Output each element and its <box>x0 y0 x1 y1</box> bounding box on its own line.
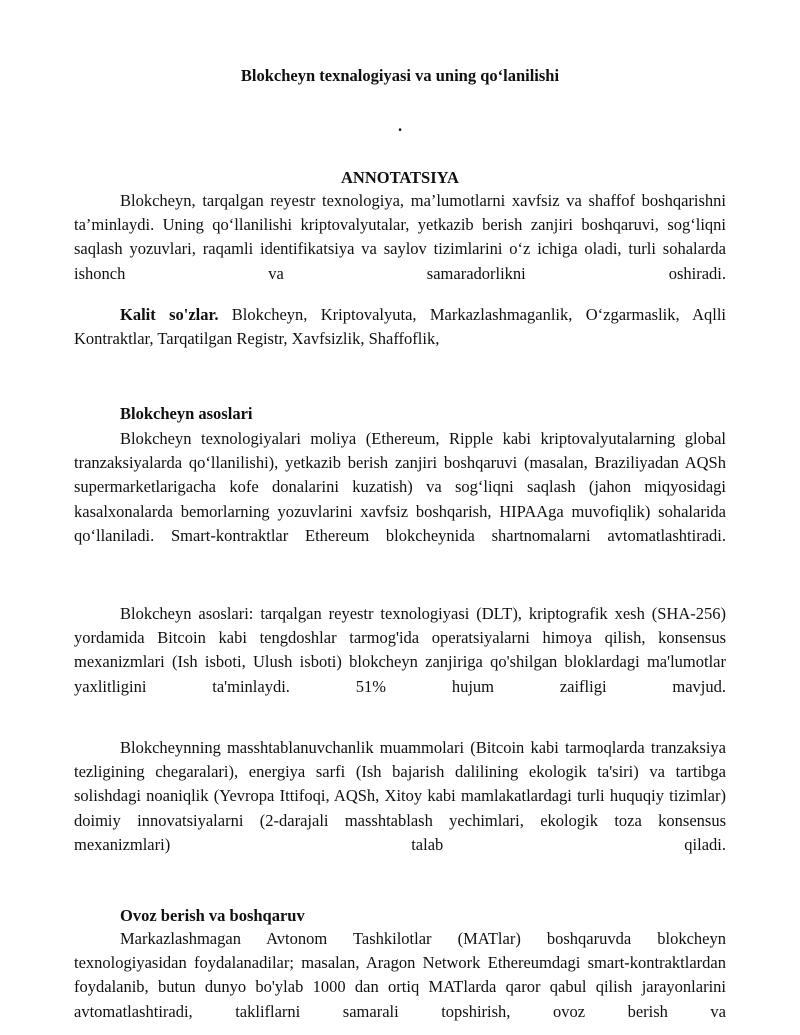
annotation-paragraph: Blokcheyn, tarqalgan reyestr texnologiya, ma’lumotlarni xavfsiz va shaffof boshqarishni ta’minlaydi. Uning qo‘llanilishi kriptovalyutalar, yetkazib berish zanjiri boshqaruvi, sog‘liqni saqlash yozuvlari, raqamli identifikatsiya va saylov tizimlarini o‘z ichiga oladi, turli sohalarda ishonch va samaradorlikni oshiradi. <box>74 191 726 283</box>
section-heading-voting-governance: Ovoz berish va boshqaruv <box>120 906 305 925</box>
keywords-paragraph <box>74 303 726 351</box>
title-dot: . <box>397 116 403 135</box>
keywords-text: Blokcheyn, Kriptovalyuta, Markazlashmaganlik, O‘zgarmaslik, Aqlli Kontraktlar, Tarqatilgan Registr, Xavfsizlik, Shaffoflik, <box>74 305 726 349</box>
section1-paragraph-1: Blokcheyn texnologiyalari moliya (Ethereum, Ripple kabi kriptovalyutalarning global tranzaksiyalarda qo‘llanilishi), yetkazib berish zanjiri boshqaruvi (masalan, Braziliyadan AQSh supermarketlarigacha kofe donalarini kuzatish) va sog‘liqni saqlash (jahon miqyosidagi kasalxonalarda bemorlarning yozuvlarini xavfsiz boshqarish, HIPAAga muvofiqlik) sohalarida qo‘llaniladi. Smart-kontraktlar Ethereum blokcheynida shartnomalarni avtomatlashtiradi. <box>74 429 726 545</box>
keywords-label: Kalit so'zlar. <box>120 305 219 324</box>
annotation-heading: ANNOTATSIYA <box>341 168 459 187</box>
section1-paragraph-3: Blokcheynning masshtablanuvchanlik muammolari (Bitcoin kabi tarmoqlarda tranzaksiya tezligining chegaralari), energiya sarfi (Ish bajarish dalilining ekologik ta'siri) va tartibga solishdagi noaniqlik (Yevropa Ittifoqi, AQSh, Xitoy kabi mamlakatlardagi turli huquqiy tizimlar) doimiy innovatsiyalarni (2-darajali masshtablash yechimlari, ekologik toza konsensus mexanizmlari) talab qiladi. <box>74 738 726 854</box>
document-title: Blokcheyn texnalogiyasi va uning qo‘lanilishi <box>240 66 560 85</box>
section1-paragraph-2: Blokcheyn asoslari: tarqalgan reyestr texnologiyasi (DLT), kriptografik xesh (SHA-256) yordamida Bitcoin kabi tengdoshlar tarmog'ida operatsiyalarni himoya qilish, konsensus mexanizmlari (Ish isboti, Ulush isboti) blokcheyn zanjiriga qo'shilgan bloklardagi ma'lumotlar yaxlitligini ta'minlaydi. 51% hujum zaifligi mavjud. <box>74 604 726 696</box>
section-heading-blockchain-basics: Blokcheyn asoslari <box>120 404 253 423</box>
section2-paragraph-1: Markazlashmagan Avtonom Tashkilotlar (MATlar) boshqaruvda blokcheyn texnologiyasidan foydalanadilar; masalan, Aragon Network Ethereumdagi smart-kontraktlardan foydalanib, butun dunyo bo'ylab 1000 dan ortiq MATlarda qaror qabul qilish jarayonlarini avtomatlashtiradi, takliflarni samarali topshirish, ovoz berish va <box>74 929 726 1021</box>
